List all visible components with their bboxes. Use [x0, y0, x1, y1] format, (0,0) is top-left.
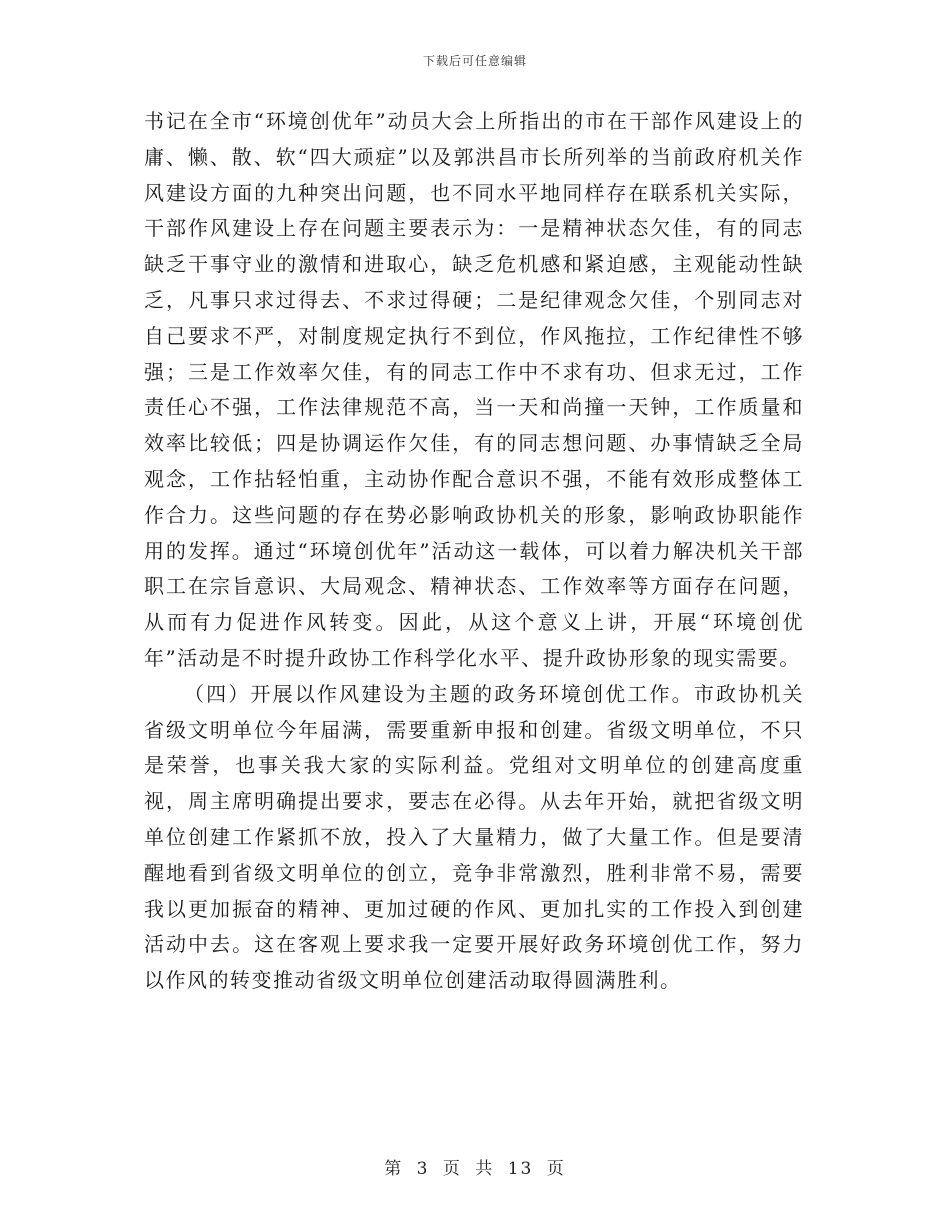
- page-footer: [0, 1154, 950, 1179]
- page-header: 下载后可任意编辑: [422, 54, 527, 68]
- footer-total-word: 共: [475, 1159, 495, 1179]
- body-paragraph-2: （四）开展以作风建设为主题的政务环境创优工作。市政协机关省级文明单位今年届满，需要重新申报和创建。省级文明单位，不只是荣誉，也事关我大家的实际利益。党组对文明单位的创建高度重视，周主席明确提出要求，要志在必得。从去年开始，就把省级文明单位创建工作紧抓不放，投入了大量精力，做了大量工作。但是要清醒地看到省级文明单位的创立，竞争非常激烈，胜利非常不易，需要我以更加振奋的精神、更加过硬的作风、更加扎实的工作投入到创建活动中去。这在客观上要求我一定要开展好政务环境创优工作，努力以作风的转变推动省级文明单位创建活动取得圆满胜利。: [144, 681, 804, 993]
- footer-page-word: 页: [442, 1159, 462, 1179]
- footer-suffix: 页: [546, 1159, 566, 1179]
- body-paragraph-1: 书记在全市“环境创优年”动员大会上所指出的市在干部作风建设上的庸、懒、散、软“四大顽症”以及郭洪昌市长所列举的当前政府机关作风建设方面的九种突出问题，也不同水平地同样存在联系机关实际，干部作风建设上存在问题主要表示为：一是精神状态欠佳，有的同志缺乏干事守业的激情和进取心，缺乏危机感和紧迫感，主观能动性缺乏，凡事只求过得去、不求过得硬；二是纪律观念欠佳，个别同志对自己要求不严，对制度规定执行不到位，作风拖拉，工作纪律性不够强；三是工作效率欠佳，有的同志工作中不求有功、但求无过，工作责任心不强，工作法律规范不高，当一天和尚撞一天钟，工作质量和效率比较低；四是协调运作欠佳，有的同志想问题、办事情缺乏全局观念，工作拈轻怕重，主动协作配合意识不强，不能有效形成整体工作合力。这些问题的存在势必影响政协机关的形象，影响政协职能作用的发挥。通过“环境创优年”活动这一载体，可以着力解决机关干部职工在宗旨意识、大局观念、精神状态、工作效率等方面存在问题，从而有力促进作风转变。因此，从这个意义上讲，开展“环境创优年”活动是不时提升政协工作科学化水平、提升政协形象的现实需要。: [144, 109, 804, 670]
- footer-prefix: 第: [384, 1159, 404, 1179]
- current-page-number: 3: [416, 1159, 430, 1179]
- document-body: [144, 104, 804, 999]
- total-pages-number: 13: [507, 1159, 534, 1179]
